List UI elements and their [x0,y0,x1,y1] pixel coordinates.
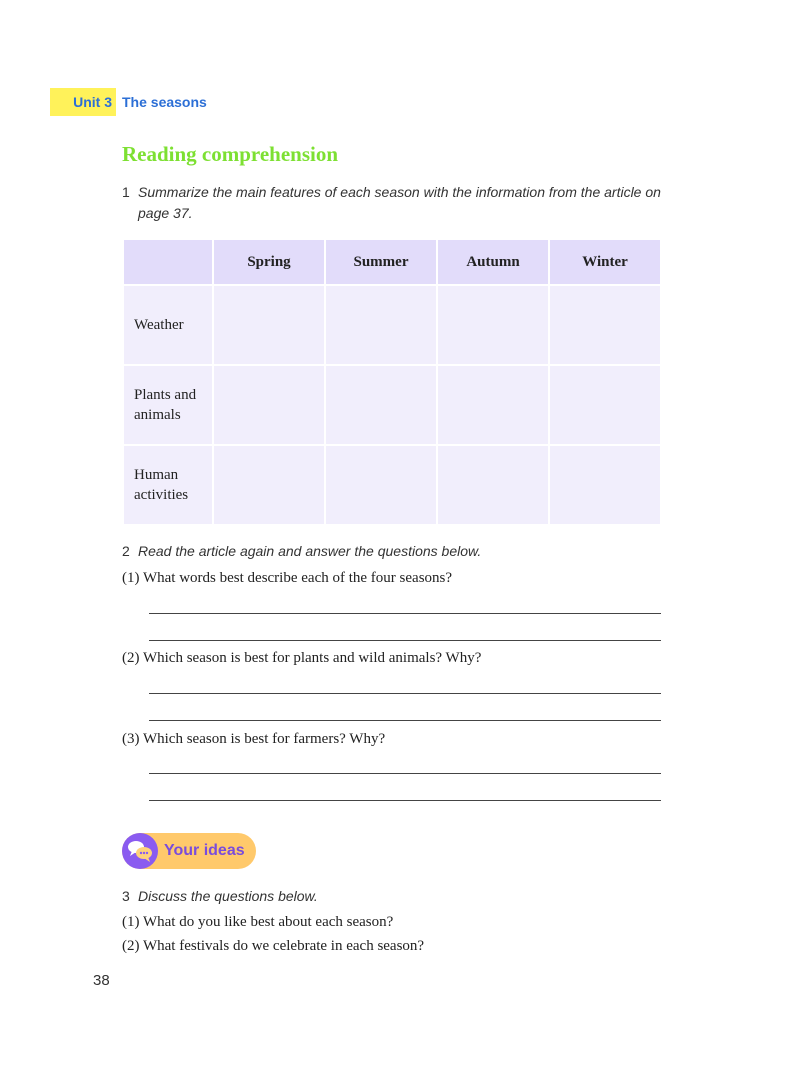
row-label-plants-line1: Plants and [134,387,197,403]
row-label-weather-line1: Weather [134,317,184,333]
answer-cell[interactable] [549,445,661,525]
answer-cell[interactable] [549,285,661,365]
answer-cell[interactable] [437,445,549,525]
speech-bubbles-icon [122,833,158,869]
unit-header [50,88,207,116]
unit-label: Unit 3 [50,88,116,116]
row-label-human-line2: activities [134,487,189,503]
section-heading: Reading comprehension [122,142,339,166]
answer-cell[interactable] [437,285,549,365]
answer-cell[interactable] [325,365,437,445]
task-1-instruction [122,182,682,224]
your-ideas-badge [122,833,256,869]
task-3-text: Discuss the questions below. [138,888,318,904]
task-1-number: 1 [122,184,130,200]
table-row-human-activities [123,445,661,525]
row-label-human-activities [123,445,213,525]
answer-line[interactable] [149,800,661,801]
row-label-plants-animals [123,365,213,445]
answer-line[interactable] [149,720,661,721]
answer-cell[interactable] [325,285,437,365]
column-header-winter: Winter [549,239,661,285]
answer-line[interactable] [149,773,661,774]
answer-line[interactable] [149,693,661,694]
speech-bubbles-icon-graphic [122,833,158,869]
table-row-weather [123,285,661,365]
answer-cell[interactable] [325,445,437,525]
task-1-text-line2: page 37. [138,205,193,221]
column-header-spring: Spring [213,239,325,285]
task-3-instruction [122,886,318,907]
question-2-1: (1) What words best describe each of the four seasons? [122,570,453,586]
row-label-human-line1: Human [134,467,179,483]
question-2-2: (2) Which season is best for plants and wild animals? Why? [122,650,482,666]
answer-line[interactable] [149,613,661,614]
answer-cell[interactable] [213,445,325,525]
task-2-instruction [122,541,481,562]
answer-line[interactable] [149,640,661,641]
column-header-autumn: Autumn [437,239,549,285]
page-number: 38 [93,972,110,989]
task-3-number: 3 [122,888,130,904]
answer-cell[interactable] [437,365,549,445]
task-2-number: 2 [122,543,130,559]
table-row-plants-animals [123,365,661,445]
task-1-text-line1: Summarize the main features of each season with the information from the article on [138,184,661,200]
season-table [122,238,662,526]
answer-cell[interactable] [213,365,325,445]
table-corner-cell [123,239,213,285]
your-ideas-label: Your ideas [164,842,245,859]
answer-cell[interactable] [213,285,325,365]
row-label-weather [123,285,213,365]
unit-title: The seasons [122,94,207,110]
row-label-plants-line2: animals [134,407,181,423]
table-header-row [123,239,661,285]
question-2-3: (3) Which season is best for farmers? Why? [122,731,386,747]
column-header-summer: Summer [325,239,437,285]
answer-cell[interactable] [549,365,661,445]
question-3-2: (2) What festivals do we celebrate in each season? [122,938,425,954]
task-2-text: Read the article again and answer the questions below. [138,543,482,559]
question-3-1: (1) What do you like best about each season? [122,914,394,930]
